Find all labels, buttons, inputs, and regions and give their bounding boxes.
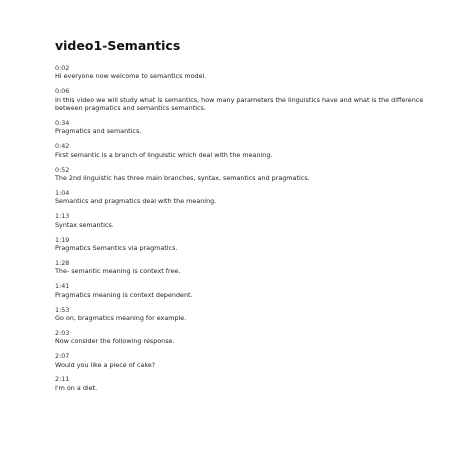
transcript-entry (55, 236, 445, 253)
caption-text: Pragmatics and semantics. (55, 127, 142, 136)
transcript-entries (55, 64, 445, 392)
caption-text: Hi everyone now welcome to semantics model. (55, 72, 207, 81)
caption-text: Now consider the following response. (55, 337, 175, 346)
transcript-entry (55, 119, 445, 136)
timestamp: 2:07 (55, 352, 70, 361)
caption-text: Go on, bragmatics meaning for example. (55, 313, 187, 322)
transcript-entry (55, 352, 445, 369)
transcript-entry (55, 166, 445, 183)
timestamp: 0:52 (55, 165, 70, 174)
timestamp: 0:06 (55, 87, 70, 96)
timestamp: 2:03 (55, 328, 70, 337)
timestamp: 1:53 (55, 305, 70, 314)
caption-text: Pragmatics meaning is context dependent. (55, 290, 193, 299)
transcript-document (55, 38, 445, 399)
caption-text: The 2nd linguistic has three main branches, syntax, semantics and pragmatics. (55, 174, 310, 183)
timestamp: 0:02 (55, 64, 70, 72)
transcript-entry (55, 329, 445, 346)
caption-text: I'm on a diet. (55, 383, 98, 392)
transcript-entry (55, 64, 445, 81)
transcript-entry (55, 375, 445, 392)
transcript-entry (55, 142, 445, 159)
timestamp: 1:19 (55, 235, 70, 244)
timestamp: 1:28 (55, 258, 70, 267)
timestamp: 1:41 (55, 282, 70, 291)
transcript-entry (55, 259, 445, 276)
timestamp: 0:42 (55, 142, 70, 151)
timestamp: 2:11 (55, 375, 70, 384)
caption-text: Pragmatics Semantics via pragmatics. (55, 244, 178, 252)
timestamp: 0:34 (55, 119, 70, 128)
transcript-entry (55, 212, 445, 229)
caption-text: Semantics and pragmatics deal with the meaning. (55, 197, 217, 206)
transcript-entry (55, 306, 445, 323)
timestamp: 1:04 (55, 188, 70, 197)
caption-text: The- semantic meaning is context free. (55, 267, 181, 276)
timestamp: 1:13 (55, 212, 70, 221)
caption-text: In this video we will study what is semantics, how many parameters the linguistics have and what is the difference between pragmatics and semantics semantics. (55, 95, 424, 113)
caption-text: Syntax semantics. (55, 220, 114, 229)
caption-text: Would you like a piece of cake? (55, 360, 156, 369)
document-title: video1-Semantics (55, 38, 181, 53)
caption-text: First semantic is a branch of linguistic which deal with the meaning. (55, 150, 273, 159)
transcript-entry (55, 282, 445, 299)
transcript-entry (55, 87, 445, 112)
transcript-entry (55, 189, 445, 206)
